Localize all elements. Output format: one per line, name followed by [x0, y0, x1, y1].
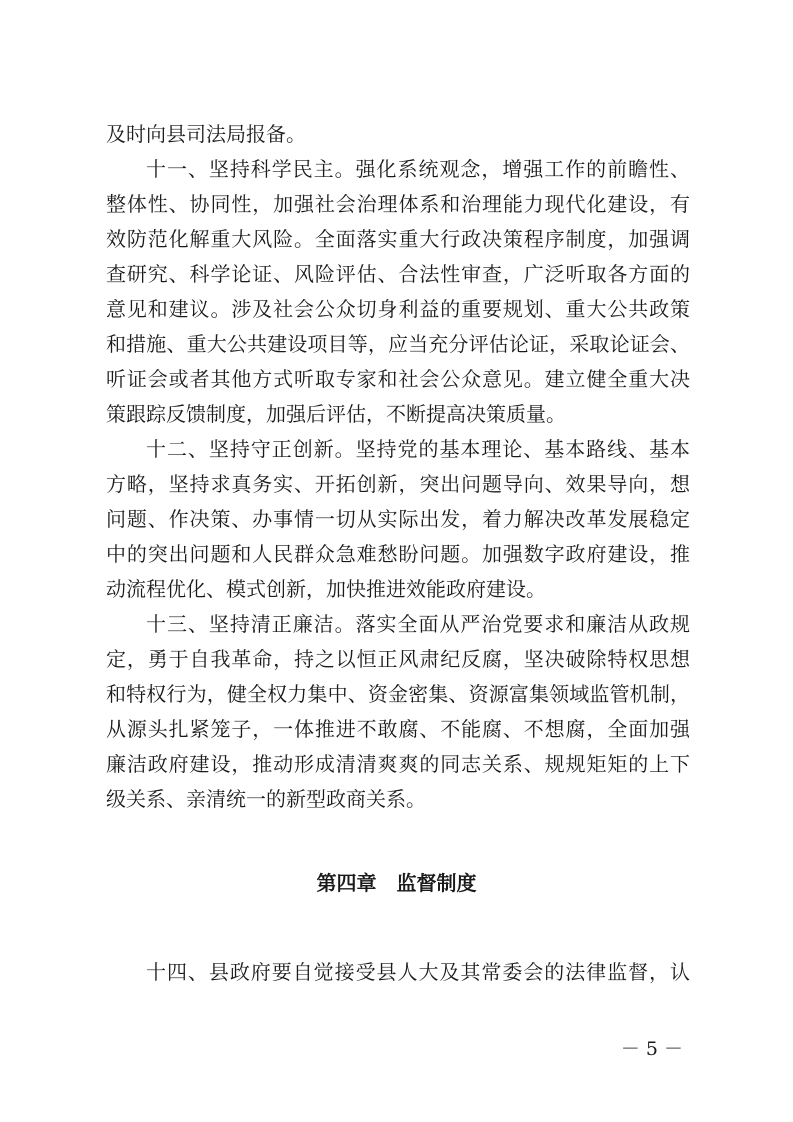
- text-line: 和特权行为，健全权力集中、资金密集、资源富集领域监管机制，: [106, 682, 690, 706]
- text-line: 及时向县司法局报备。: [106, 122, 306, 146]
- text-line: 从源头扎紧笼子，一体推进不敢腐、不能腐、不想腐，全面加强: [106, 717, 690, 741]
- text-line: 动流程优化、模式创新，加快推进效能政府建设。: [106, 577, 546, 601]
- paragraph-thirteen-line-1: 十三、坚持清正廉洁。落实全面从严治党要求和廉洁从政规: [146, 612, 690, 636]
- chapter-heading: 第四章 监督制度: [316, 871, 477, 895]
- text-line: 廉洁政府建设，推动形成清清爽爽的同志关系、规规矩矩的上下: [106, 752, 690, 776]
- paragraph-eleven-line-1: 十一、坚持科学民主。强化系统观念，增强工作的前瞻性、: [146, 157, 690, 181]
- text-line: 意见和建议。涉及社会公众切身利益的重要规划、重大公共政策: [106, 297, 690, 321]
- text-line: 策跟踪反馈制度，加强后评估，不断提高决策质量。: [106, 402, 566, 426]
- page-number: － 5 －: [620, 1038, 683, 1060]
- text-line: 级关系、亲清统一的新型政商关系。: [106, 787, 426, 811]
- text-line: 效防范化解重大风险。全面落实重大行政决策程序制度，加强调: [106, 227, 690, 251]
- text-line: 方略，坚持求真务实、开拓创新，突出问题导向、效果导向，想: [106, 472, 690, 496]
- paragraph-twelve-line-1: 十二、坚持守正创新。坚持党的基本理论、基本路线、基本: [146, 437, 690, 461]
- text-line: 整体性、协同性，加强社会治理体系和治理能力现代化建设，有: [106, 192, 690, 216]
- text-line: 查研究、科学论证、风险评估、合法性审查，广泛听取各方面的: [106, 262, 690, 286]
- text-line: 和措施、重大公共建设项目等，应当充分评估论证，采取论证会、: [106, 332, 690, 356]
- text-line: 听证会或者其他方式听取专家和社会公众意见。建立健全重大决: [106, 367, 690, 391]
- text-line: 问题、作决策、办事情一切从实际出发，着力解决改革发展稳定: [106, 507, 690, 531]
- paragraph-fourteen-line-1: 十四、县政府要自觉接受县人大及其常委会的法律监督，认: [146, 960, 690, 984]
- text-line: 中的突出问题和人民群众急难愁盼问题。加强数字政府建设，推: [106, 542, 690, 566]
- text-line: 定，勇于自我革命，持之以恒正风肃纪反腐，坚决破除特权思想: [106, 647, 690, 671]
